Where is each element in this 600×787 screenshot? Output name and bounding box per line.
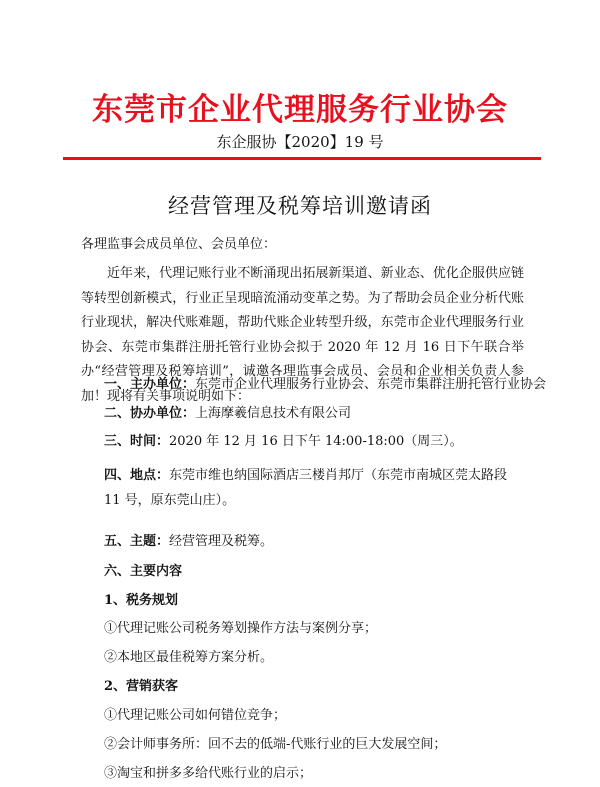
section-2-item: ③淘宝和拼多多给代账行业的启示；	[104, 766, 313, 781]
theme-row	[104, 530, 273, 555]
host-unit-value: 东莞市企业代理服务行业协会、东莞市集群注册托管行业协会	[195, 377, 547, 392]
co-unit-row	[104, 402, 351, 427]
organization-title: 东莞市企业代理服务行业协会	[92, 92, 508, 128]
main-content-heading: 六、主要内容	[104, 564, 183, 579]
theme-value: 经营管理及税筹。	[169, 534, 274, 549]
section-2-heading: 2、营销获客	[104, 679, 179, 694]
place-row	[104, 464, 524, 513]
section-1-heading: 1、税务规划	[104, 593, 179, 608]
co-unit-label: 二、协办单位：	[104, 406, 196, 421]
document-title: 经营管理及税筹培训邀请函	[168, 194, 432, 218]
time-row	[104, 430, 463, 455]
section-1-item: ②本地区最佳税筹方案分析。	[104, 650, 274, 665]
section-2-item: ②会计师事务所：回不去的低端-代账行业的巨大发展空间；	[104, 737, 447, 752]
theme-label: 五、主题：	[104, 534, 170, 549]
document-number: 东企服协【2020】19 号	[216, 133, 384, 151]
host-unit-label: 一、主办单位：	[104, 377, 196, 392]
time-label: 三、时间：	[104, 434, 170, 449]
time-value: 2020 年 12 月 16 日下午 14:00-18:00（周三）。	[169, 434, 463, 449]
intro-paragraph: 近年来，代理记账行业不断涌现出拓展新渠道、新业态、优化企服供应链等转型创新模式，行业正呈现暗流涌动变革之势。为了帮助会员企业分析代账行业现状，解决代账难题，帮助代账企业转型升级，东莞市企业代理服务行业协会、东莞市集群注册托管行业协会拟于 2020 年 12 月 16 日下午联合举办“经营管理及税筹培训”，诚邀各理监事会成员、会员和企业相关负责人参加！现将有关事项说明如下：	[81, 266, 524, 404]
host-unit-row	[104, 373, 546, 398]
place-label: 四、地点：	[104, 468, 170, 483]
place-value: 东莞市维也纳国际酒店三楼肖邦厅（东莞市南城区莞太路段 11 号，原东莞山庄）。	[104, 468, 508, 508]
red-divider	[63, 157, 541, 160]
co-unit-value: 上海摩羲信息技术有限公司	[195, 406, 352, 421]
section-2-item: ①代理记账公司如何错位竞争；	[104, 708, 287, 723]
salutation: 各理监事会成员单位、会员单位：	[81, 237, 277, 252]
section-1-item: ①代理记账公司税务筹划操作方法与案例分享；	[104, 621, 378, 636]
